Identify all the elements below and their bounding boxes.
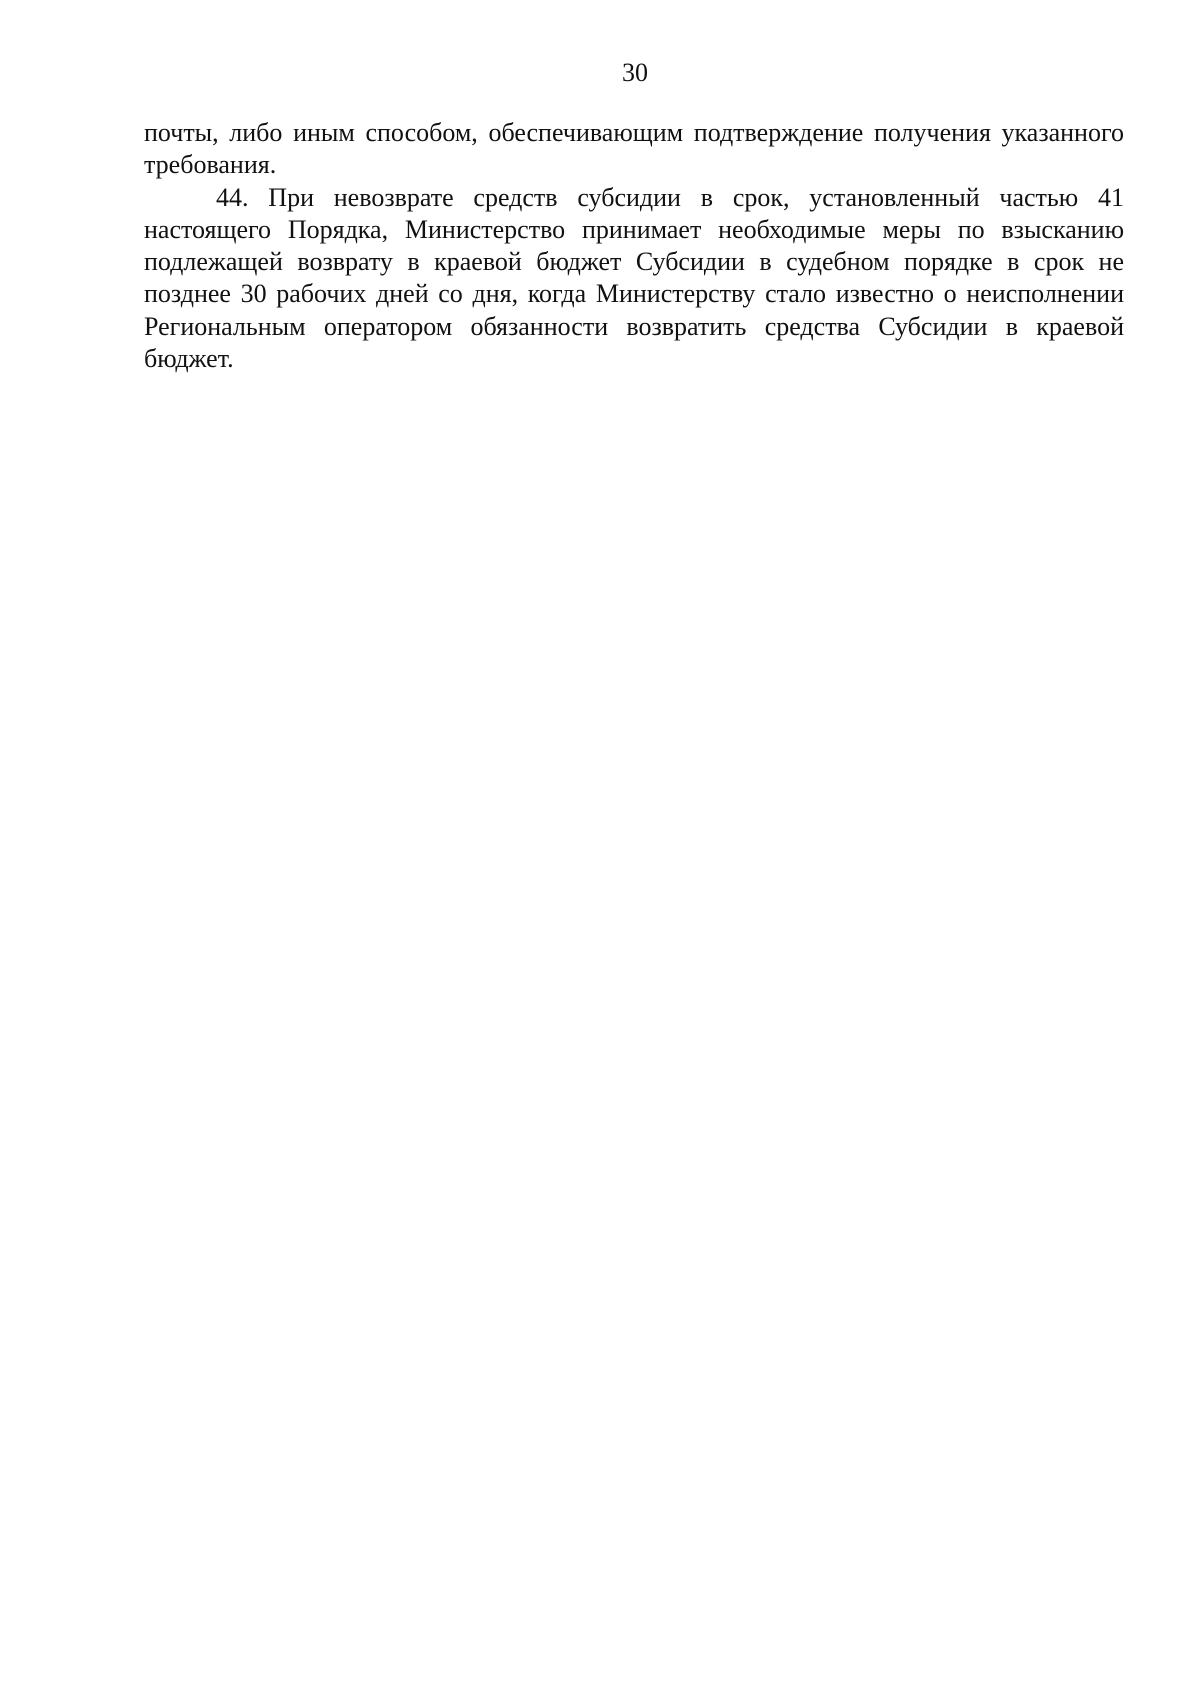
paragraph-44: 44. При невозврате средств субсидии в срок, установленный частью 41 настоящего Порядка, Министерство принимает необходимые меры по взысканию подлежащей возврату в краевой бюджет Субсидии в судебном порядке в срок не позднее 30 рабочих дней со дня, когда Министерству стало известно о неисполнении Региональным оператором обязанности возвратить средства Субсидии в краевой бюджет.: [144, 182, 1124, 374]
page-number: 30: [622, 58, 648, 87]
paragraph-continuation: почты, либо иным способом, обеспечивающим подтверждение получения указанного требования.: [144, 118, 1124, 180]
document-body: [144, 117, 1124, 375]
